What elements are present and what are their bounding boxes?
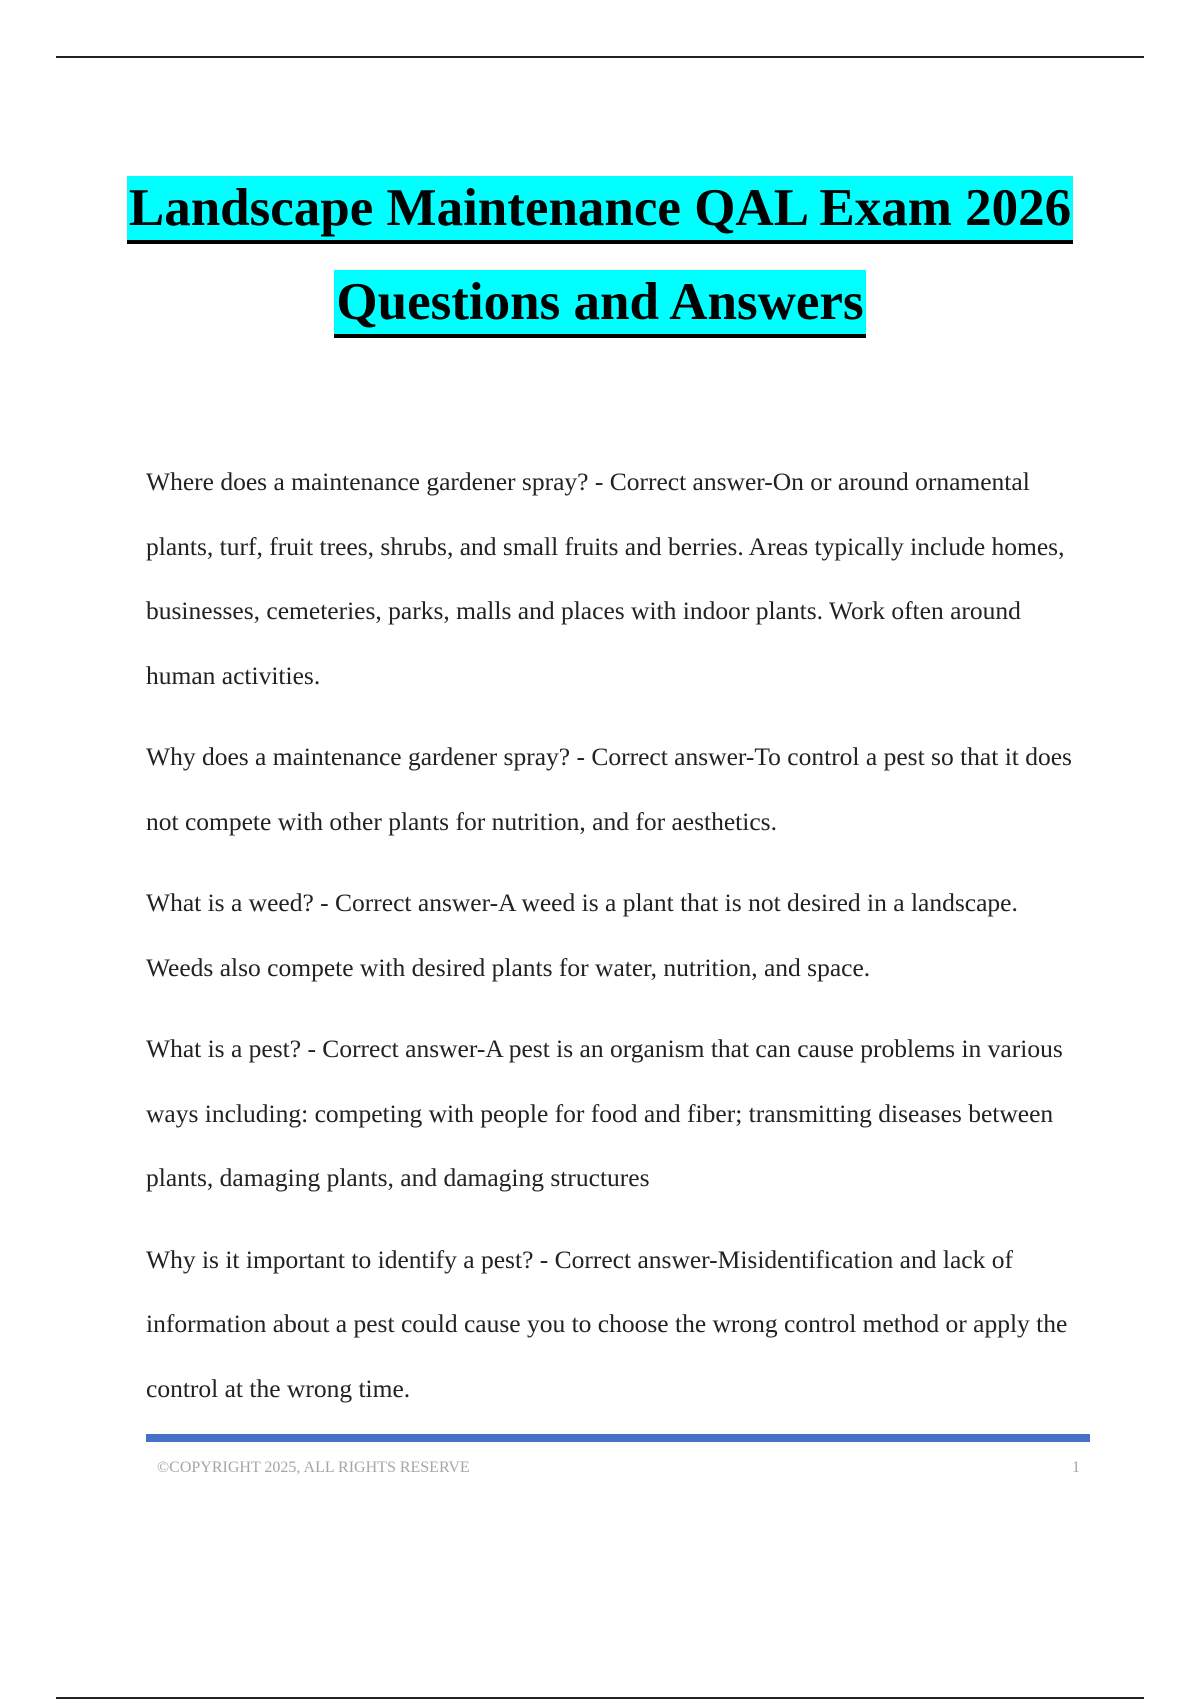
qa-item: Why is it important to identify a pest? - Correct answer-Misidentification and lack of information about a pest could cause you to choose the wrong control method or apply the control at the wrong time. [146, 1244, 1068, 1403]
top-rule [56, 56, 1144, 58]
qa-item: Where does a maintenance gardener spray? - Correct answer-On or around ornamental plants, turf, fruit trees, shrubs, and small fruits and berries. Areas typically include homes, businesses, cemeteries, parks, malls and places with indoor plants. Work often around human activities. [146, 467, 1065, 690]
qa-list [146, 450, 1090, 1438]
document-title [0, 176, 1200, 338]
title-line-1: Landscape Maintenance QAL Exam 2026 [127, 176, 1073, 244]
bottom-rule [56, 1697, 1144, 1699]
page-number: 1 [1072, 1459, 1080, 1476]
qa-item: What is a weed? - Correct answer-A weed is a plant that is not desired in a landscape. Weeds also compete with desired plants for water, nutrition, and space. [146, 888, 1018, 982]
footer-divider-bar [146, 1434, 1090, 1442]
qa-item: Why does a maintenance gardener spray? - Correct answer-To control a pest so that it does not compete with other plants for nutrition, and for aesthetics. [146, 742, 1072, 836]
title-line-2: Questions and Answers [334, 270, 865, 338]
footer-copyright: ©COPYRIGHT 2025, ALL RIGHTS RESERVE [157, 1459, 470, 1476]
qa-item: What is a pest? - Correct answer-A pest is an organism that can cause problems in various ways including: competing with people for food and fiber; transmitting diseases between plants, damaging plants, and damaging structures [146, 1034, 1063, 1192]
